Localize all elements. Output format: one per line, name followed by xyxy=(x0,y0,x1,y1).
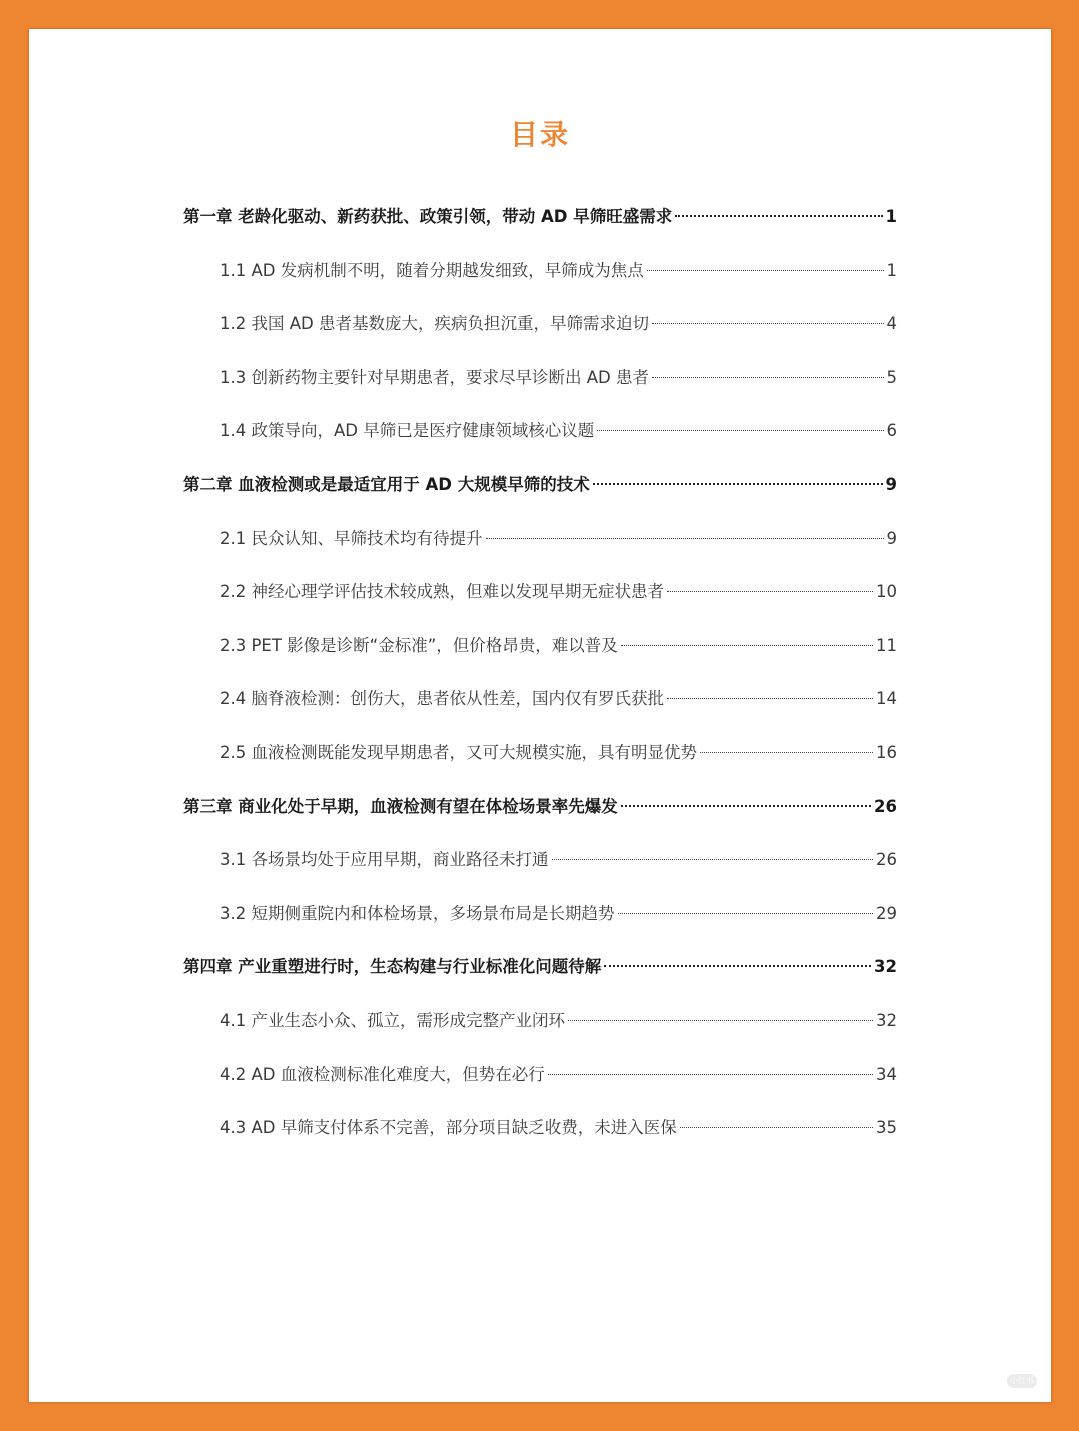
toc-page-number: 16 xyxy=(876,742,897,762)
toc-page-number: 26 xyxy=(874,796,897,816)
toc-page-number: 10 xyxy=(876,582,897,602)
toc-section-entry[interactable] xyxy=(183,1001,897,1055)
toc-entry-title: 3.2 短期侧重院内和体检场景，多场景布局是长期趋势 xyxy=(220,903,615,923)
dot-leader xyxy=(548,1074,873,1075)
dot-leader xyxy=(621,645,873,646)
dot-leader xyxy=(652,377,884,378)
toc-section-entry[interactable] xyxy=(183,411,897,465)
toc-page-number: 32 xyxy=(876,1010,897,1030)
dot-leader xyxy=(667,698,873,699)
toc-section-entry[interactable] xyxy=(183,626,897,680)
toc-section-entry[interactable] xyxy=(183,251,897,305)
toc-entry-title: 第三章 商业化处于早期，血液检测有望在体检场景率先爆发 xyxy=(183,796,618,816)
dot-leader xyxy=(675,215,882,217)
toc-entry-title: 1.3 创新药物主要针对早期患者，要求尽早诊断出 AD 患者 xyxy=(220,367,649,387)
dot-leader xyxy=(680,1127,873,1128)
document-page xyxy=(29,29,1051,1402)
dot-leader xyxy=(652,323,884,324)
toc-chapter-entry[interactable] xyxy=(183,947,897,1001)
dot-leader xyxy=(604,965,871,967)
toc-entry-title: 1.1 AD 发病机制不明，随着分期越发细致，早筛成为焦点 xyxy=(220,260,644,280)
dot-leader xyxy=(700,752,873,753)
toc-entry-title: 2.1 民众认知、早筛技术均有待提升 xyxy=(220,528,483,548)
toc-page-number: 1 xyxy=(886,260,897,280)
toc-entry-title: 第一章 老龄化驱动、新药获批、政策引领，带动 AD 早筛旺盛需求 xyxy=(183,207,673,226)
watermark: 小红书 xyxy=(1007,1374,1037,1388)
toc-entry-title: 4.1 产业生态小众、孤立，需形成完整产业闭环 xyxy=(220,1010,565,1030)
toc-page-number: 14 xyxy=(876,689,897,709)
toc-entry-title: 2.4 脑脊液检测：创伤大，患者依从性差，国内仅有罗氏获批 xyxy=(220,689,664,709)
toc-page-number: 34 xyxy=(876,1064,897,1084)
toc-chapter-entry[interactable] xyxy=(183,787,897,841)
toc-section-entry[interactable] xyxy=(183,679,897,733)
toc-section-entry[interactable] xyxy=(183,1108,897,1162)
page-title: 目录 xyxy=(509,118,570,151)
dot-leader xyxy=(647,270,884,271)
toc-entry-title: 2.2 神经心理学评估技术较成熟，但难以发现早期无症状患者 xyxy=(220,582,664,602)
toc-entry-title: 3.1 各场景均处于应用早期，商业路径未打通 xyxy=(220,850,549,870)
toc-section-entry[interactable] xyxy=(183,572,897,626)
toc-page-number: 35 xyxy=(876,1118,897,1138)
toc-section-entry[interactable] xyxy=(183,1055,897,1109)
toc-entry-title: 4.2 AD 血液检测标准化难度大，但势在必行 xyxy=(220,1064,545,1084)
toc-page-number: 5 xyxy=(886,367,897,387)
toc-section-entry[interactable] xyxy=(183,304,897,358)
table-of-contents xyxy=(183,197,897,1162)
toc-entry-title: 1.2 我国 AD 患者基数庞大，疾病负担沉重，早筛需求迫切 xyxy=(220,314,649,334)
toc-page-number: 32 xyxy=(874,957,897,977)
toc-section-entry[interactable] xyxy=(183,733,897,787)
toc-section-entry[interactable] xyxy=(183,894,897,948)
toc-section-entry[interactable] xyxy=(183,358,897,412)
toc-page-number: 29 xyxy=(876,903,897,923)
toc-page-number: 6 xyxy=(886,421,897,441)
dot-leader xyxy=(552,859,874,860)
toc-page-number: 11 xyxy=(876,635,897,655)
toc-chapter-entry[interactable] xyxy=(183,197,897,251)
dot-leader xyxy=(618,913,874,914)
dot-leader xyxy=(593,483,883,485)
dot-leader xyxy=(486,538,884,539)
dot-leader xyxy=(667,591,873,592)
toc-page-number: 26 xyxy=(876,850,897,870)
toc-entry-title: 第四章 产业重塑进行时，生态构建与行业标准化问题待解 xyxy=(183,957,602,977)
toc-entry-title: 4.3 AD 早筛支付体系不完善，部分项目缺乏收费，未进入医保 xyxy=(220,1118,677,1138)
toc-entry-title: 第二章 血液检测或是最适宜用于 AD 大规模早筛的技术 xyxy=(183,474,590,494)
toc-entry-title: 2.5 血液检测既能发现早期患者，又可大规模实施，具有明显优势 xyxy=(220,742,697,762)
toc-chapter-entry[interactable] xyxy=(183,465,897,519)
toc-page-number: 1 xyxy=(885,207,897,226)
dot-leader xyxy=(597,430,883,431)
toc-page-number: 9 xyxy=(886,528,897,548)
toc-entry-title: 2.3 PET 影像是诊断“金标准”，但价格昂贵，难以普及 xyxy=(220,635,618,655)
dot-leader xyxy=(621,805,871,807)
toc-page-number: 4 xyxy=(886,314,897,334)
dot-leader xyxy=(568,1020,873,1021)
toc-section-entry[interactable] xyxy=(183,840,897,894)
toc-entry-title: 1.4 政策导向，AD 早筛已是医疗健康领域核心议题 xyxy=(220,421,595,441)
toc-section-entry[interactable] xyxy=(183,519,897,573)
toc-page-number: 9 xyxy=(885,474,897,494)
